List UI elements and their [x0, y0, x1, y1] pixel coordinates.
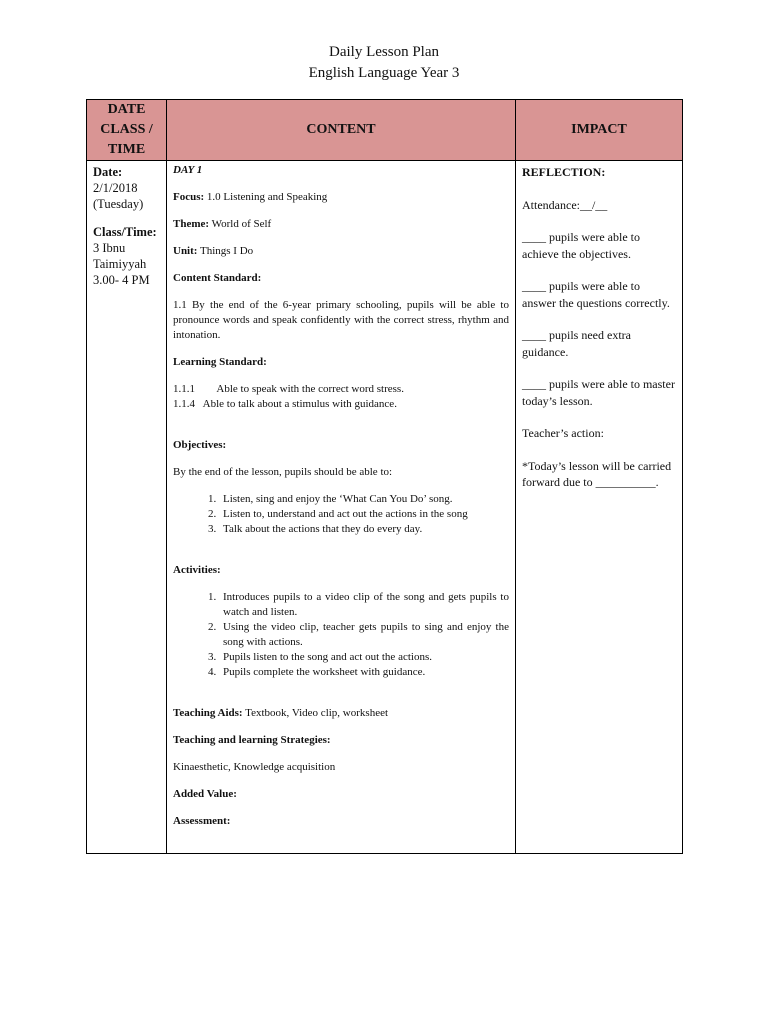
- day-label: DAY 1: [173, 164, 203, 176]
- attendance-line: Attendance:__/__: [522, 197, 608, 212]
- impact-cell: [516, 161, 683, 854]
- objectives-intro: By the end of the lesson, pupils should be able to:: [173, 466, 393, 478]
- spacer: [173, 537, 509, 563]
- reflection-guidance: ____ pupils need extra guidance.: [522, 328, 631, 359]
- learning-standard-label: Learning Standard:: [173, 356, 267, 368]
- table-body-row: [87, 161, 683, 854]
- content-cell: [167, 161, 516, 854]
- assessment-label: Assessment:: [173, 815, 231, 827]
- theme-line: [173, 217, 509, 232]
- date-value: 2/1/2018: [93, 181, 138, 195]
- unit-line: [173, 244, 509, 259]
- activities-label: Activities:: [173, 564, 221, 576]
- teaching-aids-value: Textbook, Video clip, worksheet: [242, 707, 389, 719]
- list-item: 2. Listen to, understand and act out the actions in the song: [219, 507, 509, 522]
- header-content: CONTENT: [167, 100, 516, 161]
- spacer: [93, 212, 160, 224]
- class-time-label: Class/Time:: [93, 225, 157, 239]
- table-header-row: [87, 100, 683, 161]
- header-title: Daily Lesson Plan: [329, 44, 439, 60]
- content-standard-label: Content Standard:: [173, 272, 262, 284]
- focus-value: 1.0 Listening and Speaking: [204, 191, 328, 203]
- spacer: [173, 680, 509, 706]
- teacher-action: Teacher’s action:: [522, 426, 604, 440]
- time-value: 3.00- 4 PM: [93, 273, 150, 287]
- objectives-label: Objectives:: [173, 439, 227, 451]
- learning-standard-item: 1.1.1 Able to speak with the correct word stress.: [173, 383, 404, 395]
- carried-forward-note: *Today’s lesson will be carried forward due to __________.: [522, 458, 672, 489]
- strategies-value: Kinaesthetic, Knowledge acquisition: [173, 761, 336, 773]
- class-name-line1: 3 Ibnu: [93, 241, 126, 255]
- teaching-aids-line: [173, 706, 509, 721]
- header-date-line: DATE: [107, 102, 146, 117]
- list-item: 3. Pupils listen to the song and act out the actions.: [219, 650, 509, 665]
- activities-list: [173, 590, 509, 680]
- list-item: 1. Listen, sing and enjoy the ‘What Can You Do’ song.: [219, 492, 509, 507]
- objectives-list: [173, 492, 509, 537]
- header-class-line: CLASS /: [100, 122, 153, 137]
- header-impact: IMPACT: [516, 100, 683, 161]
- spacer: [173, 412, 509, 438]
- strategies-label: Teaching and learning Strategies:: [173, 734, 331, 746]
- header-date-class-time: [87, 100, 167, 161]
- unit-label: Unit:: [173, 245, 198, 257]
- learning-standard-item: 1.1.4 Able to talk about a stimulus with guidance.: [173, 398, 397, 410]
- theme-label: Theme:: [173, 218, 210, 230]
- lesson-plan-table: [86, 99, 683, 854]
- date-label: Date:: [93, 165, 123, 179]
- unit-value: Things I Do: [197, 245, 254, 257]
- focus-line: [173, 190, 509, 205]
- document-header: [0, 42, 768, 84]
- date-class-cell: [87, 161, 167, 854]
- class-name-line2: Taimiyyah: [93, 257, 147, 271]
- focus-label: Focus:: [173, 191, 205, 203]
- added-value-label: Added Value:: [173, 788, 237, 800]
- list-item: 2. Using the video clip, teacher gets pupils to sing and enjoy the song with actions.: [219, 620, 509, 650]
- content-standard-text: 1.1 By the end of the 6-year primary schooling, pupils will be able to pronounce words and speak confidently with the correct stress, rhythm and intonation.: [173, 299, 509, 341]
- theme-value: World of Self: [209, 218, 272, 230]
- list-item: 4. Pupils complete the worksheet with guidance.: [219, 665, 509, 680]
- teaching-aids-label: Teaching Aids:: [173, 707, 243, 719]
- list-item: 1. Introduces pupils to a video clip of the song and gets pupils to watch and listen.: [219, 590, 509, 620]
- reflection-questions: ____ pupils were able to answer the questions correctly.: [522, 279, 670, 310]
- list-item: 3. Talk about the actions that they do every day.: [219, 522, 509, 537]
- reflection-objectives: ____ pupils were able to achieve the objectives.: [522, 230, 640, 261]
- reflection-mastery: ____ pupils were able to master today’s lesson.: [522, 377, 675, 408]
- header-time-line: TIME: [107, 142, 146, 157]
- day-value: (Tuesday): [93, 197, 144, 211]
- reflection-label: REFLECTION:: [522, 165, 606, 179]
- header-subtitle: English Language Year 3: [308, 65, 460, 81]
